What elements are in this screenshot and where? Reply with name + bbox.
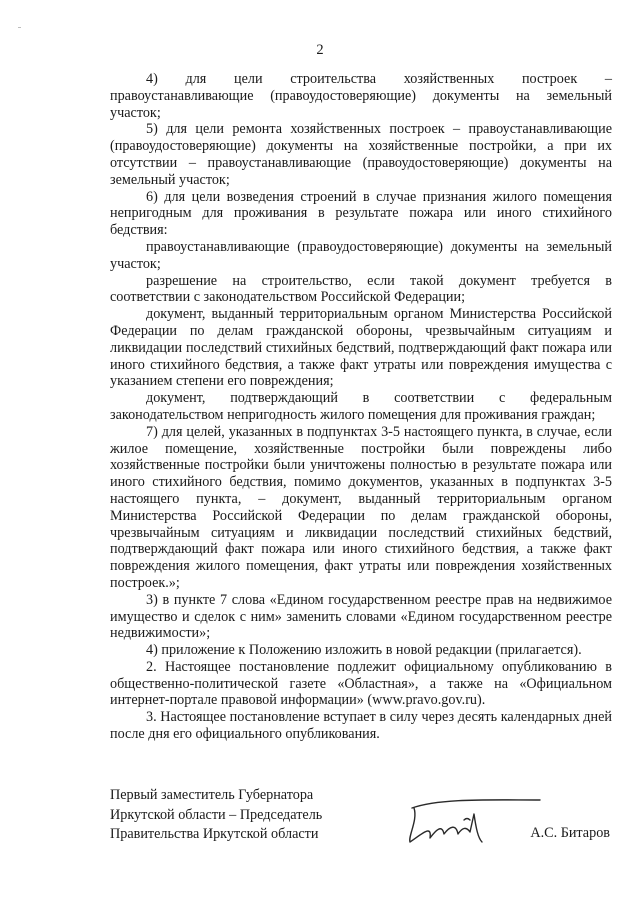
signer-title-line-3: Правительства Иркутской области xyxy=(110,826,319,842)
paragraph-land-documents: правоустанавливающие (правоудостоверяющие) документы на земельный участок; xyxy=(110,238,612,272)
document-body xyxy=(110,71,612,743)
paragraph-item-4: 4) для цели строительства хозяйственных построек – правоустанавливающие (правоудостоверяющие) документы на земельный участок; xyxy=(110,71,612,121)
paragraph-clause-3: 3) в пункте 7 слова «Едином государственном реестре прав на недвижимое имущество и сделок с ним» заменить словами «Едином государственном реестре недвижимости»; xyxy=(110,591,612,642)
paragraph-effective-date: 3. Настоящее постановление вступает в силу через десять календарных дней после дня его официального опубликования. xyxy=(110,709,612,743)
paragraph-publication: 2. Настоящее постановление подлежит официальному опубликованию в общественно-политической газете «Областная», а также на «Официальном интернет-портале правовой информации» (www.pravo.gov.ru). xyxy=(110,658,612,709)
margin-mark xyxy=(18,27,21,28)
paragraph-item-5: 5) для цели ремонта хозяйственных построек – правоустанавливающие (правоудостоверяющие) документы на хозяйственные постройки, а при их отсутствии – правоустанавливающие (правоудостоверяющие) документы на земельный участок; xyxy=(110,121,612,188)
paragraph-item-7: 7) для целей, указанных в подпунктах 3-5 настоящего пункта, в случае, если жилое помещение, хозяйственные постройки были повреждены либо хозяйственные постройки были уничтожены полностью в результате пожара или иного стихийного бедствия, помимо документов, указанных в подпунктах 3-5 настоящего пункта, – документ, выданный территориальным органом Министерства Российской Федерации по делам гражданской обороны, чрезвычайным ситуациям и ликвидации последствий стихийных бедствий, подтверждающий факт пожара или иного стихийного бедствия, а также факт повреждения жилого помещения, факт утраты или повреждения хозяйственных построек.»; xyxy=(110,423,612,591)
paragraph-emergency-document: документ, выданный территориальным органом Министерства Российской Федерации по делам гражданской обороны, чрезвычайным ситуациям и ликвидации последствий стихийных бедствий, подтверждающий факт пожара или иного стихийного бедствия, а также факт утраты или повреждения имущества с указанием степени его повреждения; xyxy=(110,306,612,390)
page-number: 2 xyxy=(316,42,324,58)
signature-block xyxy=(110,786,612,846)
signer-name: А.С. Битаров xyxy=(530,825,610,841)
handwritten-signature xyxy=(400,794,550,850)
signer-title-line-1: Первый заместитель Губернатора xyxy=(110,787,314,803)
signer-title xyxy=(110,786,322,845)
signer-title-line-2: Иркутской области – Председатель xyxy=(110,806,323,823)
paragraph-building-permit: разрешение на строительство, если такой документ требуется в соответствии с законодательством Российской Федерации; xyxy=(110,272,612,306)
paragraph-item-6: 6) для цели возведения строений в случае признания жилого помещения непригодным для проживания в результате пожара или иного стихийного бедствия: xyxy=(110,188,612,239)
paragraph-clause-4: 4) приложение к Положению изложить в новой редакции (прилагается). xyxy=(146,642,582,659)
paragraph-unfitness-document: документ, подтверждающий в соответствии с федеральным законодательством непригодность жилого помещения для проживания граждан; xyxy=(110,390,612,423)
